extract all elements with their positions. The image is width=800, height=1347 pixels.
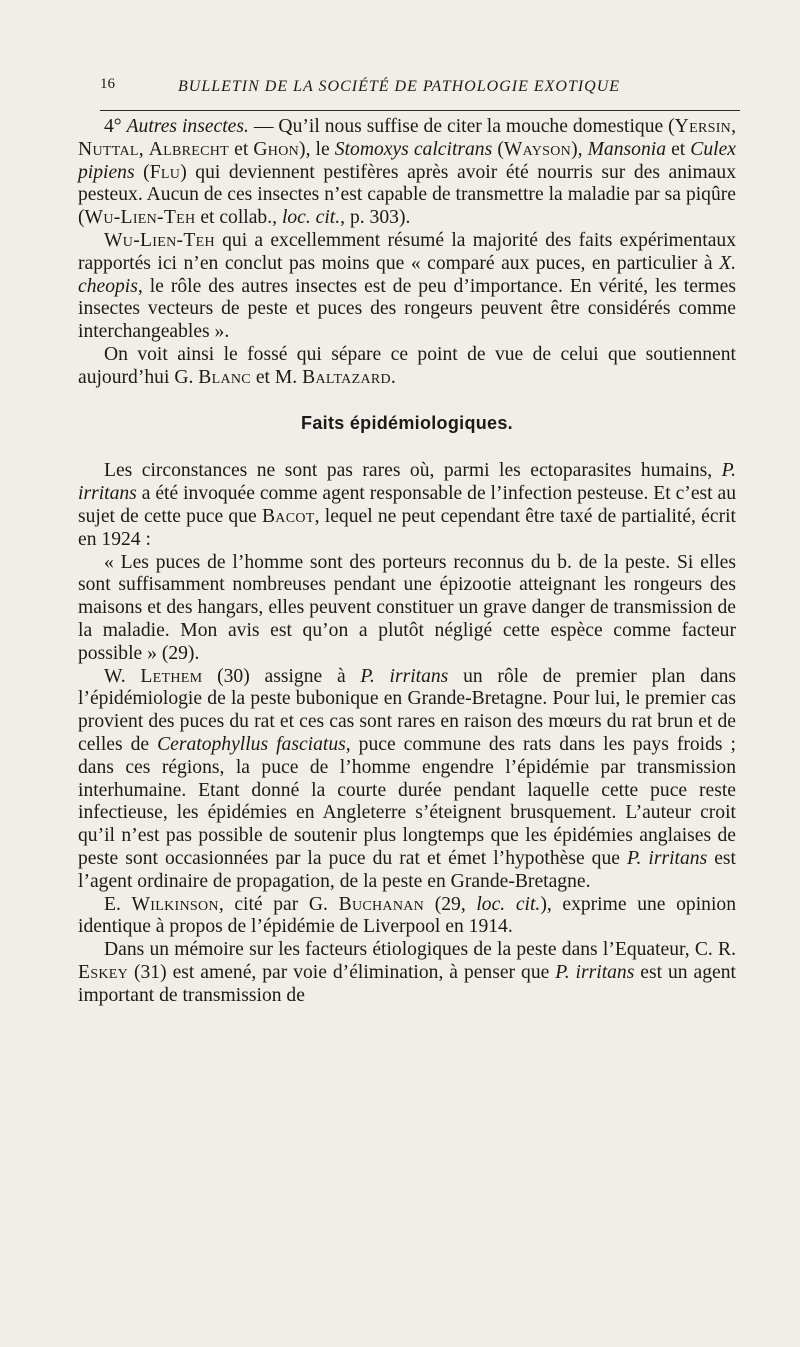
page-number: 16 bbox=[100, 76, 115, 92]
author-name: Albrecht bbox=[148, 138, 230, 160]
section-heading: Faits épidémiologiques. bbox=[301, 412, 513, 433]
species-name: Stomoxys calcitrans bbox=[334, 138, 493, 160]
paragraph-quote-bacot: « Les puces de l’homme sont des porteurs reconnus du b. de la peste. Si elles sont suffisamment nombreuses pendant une épizootie atteignant les rongeurs des maisons et des hangars, elles peuvent constituer un grave danger de transmission de la maladie. Mon avis est qu’on a plutôt négligé cette espèce comme facteur possible » (29). bbox=[78, 551, 736, 664]
author-name: Yersin bbox=[674, 116, 732, 137]
paragraph-eskey: Dans un mémoire sur les facteurs étiologiques de la peste dans l’Equateur, C. R. Eskey (31) est amené, par voie d’élimination, à penser que P. irritans est un agent important de transmission de bbox=[78, 939, 736, 1006]
paragraph-wilkinson: E. Wilkinson, cité par G. Buchanan (29, loc. cit.), exprime une opinion identique à propos de l’épidémie de Liverpool en 1914. bbox=[78, 893, 736, 938]
citation-ref: loc. cit. bbox=[281, 207, 341, 229]
author-name: Bacot bbox=[261, 505, 315, 527]
author-name: Buchanan bbox=[338, 893, 425, 915]
author-name: Wayson bbox=[503, 138, 572, 160]
paragraph-other-insects: 4° Autres insectes. — Qu’il nous suffise de citer la mouche domestique (Yersin, Nuttal, Albrecht et Ghon), le Stomoxys calcitrans (Wayson), Mansonia et Culex pipiens (Flu) qui deviennent pestifères après avoir été nourris sur des animaux pesteux. Aucun de ces insectes n’est capable de transmettre la maladie par sa piqûre (Wu-Lien-Teh et collab., loc. cit., p. 303). bbox=[78, 116, 736, 229]
running-head: BULLETIN DE LA SOCIÉTÉ DE PATHOLOGIE EXOTIQUE bbox=[178, 78, 621, 95]
paragraph-lethem: W. Lethem (30) assigne à P. irritans un rôle de premier plan dans l’épidémiologie de la peste bubonique en Grande-Bretagne. Pour lui, le premier cas provient des puces du rat et ces cas sont rares en raison des mœurs du rat brun et de celles de Ceratophyllus fasciatus, puce commune des rats dans les pays froids ; dans ces régions, la puce de l’homme engendre l’épidémie par transmission interhumaine. Etant donné la courte durée pendant laquelle cette puce reste infectieuse, les épidémies en Angleterre s’éteignent brusquement. L’auteur croit qu’il n’est pas possible de soutenir plus longtemps que les épidémies anglaises de peste sont occasionnées par la puce du rat et émet l’hypothèse que P. irritans est l’agent ordinaire de propagation, de la peste en Grande-Bretagne. bbox=[78, 665, 737, 892]
species-name: P. irritans bbox=[627, 847, 708, 869]
author-name: Blanc bbox=[198, 366, 251, 388]
paragraph-blanc-baltazard: On voit ainsi le fossé qui sépare ce point de vue de celui que soutiennent aujourd’hui G. Blanc et M. Baltazard. bbox=[78, 343, 736, 388]
species-name: Culex pipiens bbox=[78, 138, 736, 183]
author-name: Eskey bbox=[78, 961, 129, 983]
author-name: Lethem bbox=[140, 665, 203, 687]
species-name: P. irritans bbox=[555, 961, 635, 983]
header-rule bbox=[100, 110, 740, 111]
author-name: Nuttal bbox=[78, 138, 139, 160]
page-header bbox=[78, 76, 738, 102]
paragraph-circumstances: Les circonstances ne sont pas rares où, parmi les ectoparasites humains, P. irritans a été invoquée comme agent responsable de l’infection pesteuse. Et c’est au sujet de cette puce que Bacot, lequel ne peut cependant être taxé de partialité, écrit en 1924 : bbox=[78, 460, 736, 550]
species-name: P. irritans bbox=[360, 665, 449, 687]
author-name: Wilkinson bbox=[131, 893, 219, 915]
author-name: Wu-Lien-Teh bbox=[84, 207, 196, 229]
article-body bbox=[78, 116, 736, 1007]
citation-ref: loc. cit. bbox=[476, 893, 541, 915]
author-name: Flu bbox=[149, 161, 181, 183]
species-name: X. cheopis bbox=[78, 252, 736, 297]
author-name: Wu-Lien-Teh bbox=[104, 229, 215, 251]
species-name: Ceratophyllus fasciatus bbox=[157, 733, 346, 755]
author-name: Ghon bbox=[253, 138, 300, 160]
species-name: Mansonia bbox=[587, 138, 666, 160]
author-name: Baltazard bbox=[302, 366, 391, 388]
paragraph-wu-lien-teh: Wu-Lien-Teh qui a excellemment résumé la majorité des faits expérimentaux rapportés ici n’en conclut pas moins que « comparé aux puces, en particulier à X. cheopis, le rôle des autres insectes est de peu d’importance. En vérité, les termes insectes vecteurs de peste et puces des rongeurs peuvent être considérés comme interchangeables ». bbox=[78, 229, 736, 343]
subsection-title: Autres insectes. bbox=[126, 116, 249, 137]
species-name: P. irritans bbox=[78, 460, 736, 505]
